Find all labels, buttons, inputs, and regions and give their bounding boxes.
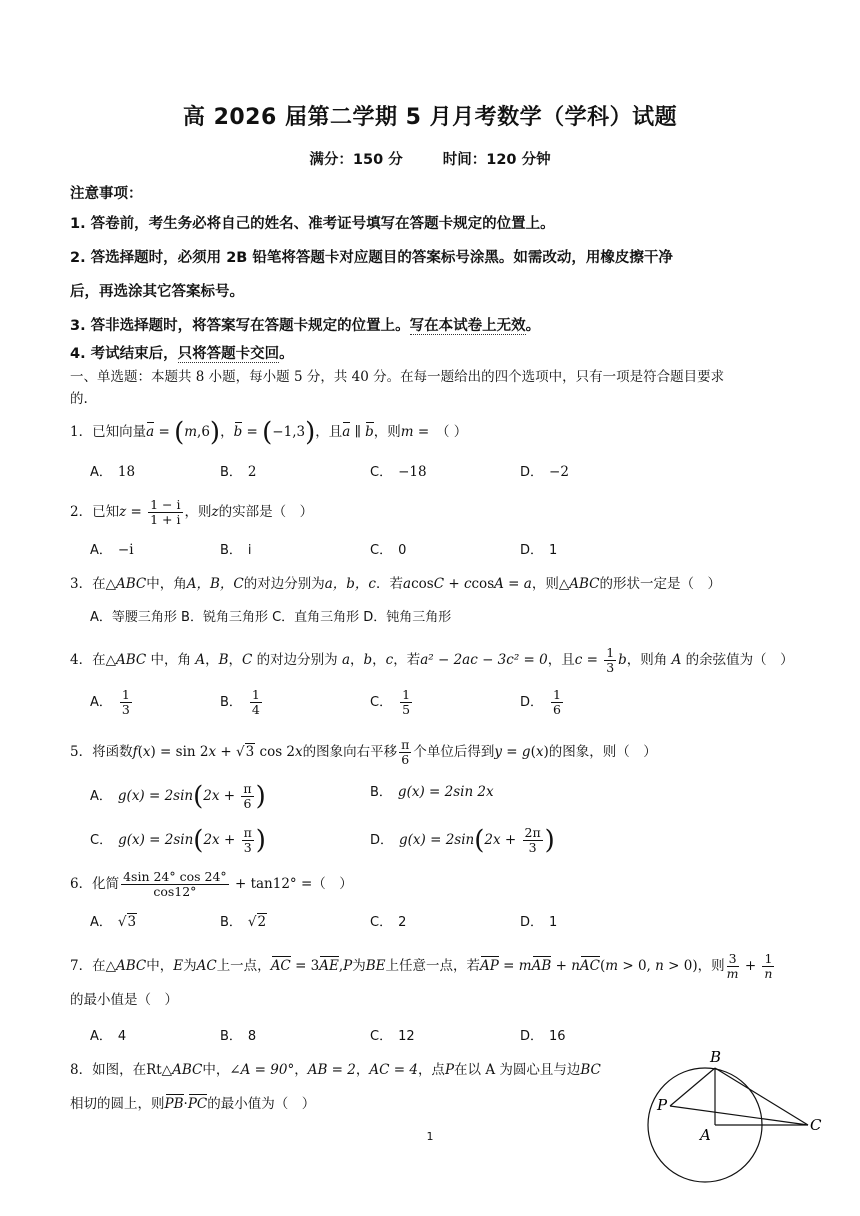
q6-option-b[interactable]: B． √2 xyxy=(220,914,267,930)
notice-item-2: 2. 答选择题时，必须用 2B 铅笔将答题卡对应题目的答案标号涂黑。如需改动，用橡皮擦干净 xyxy=(70,250,673,266)
label-c: C xyxy=(810,1116,822,1134)
q6-option-d[interactable]: D． 1 xyxy=(520,915,558,930)
notice-item-1: 1. 答卷前，考生务必将自己的姓名、准考证号填写在答题卡规定的位置上。 xyxy=(70,216,555,232)
q7-option-a[interactable]: A． 4 xyxy=(90,1029,127,1044)
question-8-stem: 8．如图，在Rt△ABC中，∠A = 90°，AB = 2，AC = 4，点P在以 A 为圆心且与边BC xyxy=(70,1062,601,1078)
question-8-stem-cont: 相切的圆上，则PB·PC的最小值为（ ） xyxy=(70,1096,316,1112)
label-p: P xyxy=(657,1096,668,1114)
q5-option-b[interactable]: B． g(x) = 2sin 2x xyxy=(370,784,494,800)
label-b: B xyxy=(710,1048,722,1066)
emphasis-dotted: 只将答题卡交回 xyxy=(177,346,280,362)
question-3-stem: 3．在△ABC中，角A，B，C的对边分别为a，b，c．若acosC + ccosA = a，则△ABC的形状一定是（ ） xyxy=(70,576,721,592)
q6-option-c[interactable]: C． 2 xyxy=(370,915,407,930)
q4-option-d[interactable]: D． $\frac{1}{6}$ xyxy=(520,687,561,717)
q2-option-d[interactable]: D． 1 xyxy=(520,543,558,558)
question-1-stem: 1．已知向量a = (m,6)，b = (−1,3)，且a ∥ b，则m = （ ） xyxy=(70,417,468,448)
exam-meta xyxy=(0,148,860,169)
notice-item-4: 4. 考试结束后，只将答题卡交回。 xyxy=(70,346,294,362)
q7-option-c[interactable]: C． 12 xyxy=(370,1029,415,1044)
page-number: 1 xyxy=(426,1130,434,1143)
exam-time: 时间：120 分钟 xyxy=(442,152,551,168)
section-intro: 一、单选题：本题共 8 小题，每小题 5 分，共 40 分。在每一题给出的四个选项中，只有一项是符合题目要求 的. xyxy=(70,369,725,407)
q1-option-a[interactable]: A． 18 xyxy=(90,464,136,480)
q5-option-a[interactable]: A． g(x) = 2sin(2x + $\frac{\pi}{6}$ ) xyxy=(90,781,266,812)
q4-option-b[interactable]: B． $\frac{1}{4}$ xyxy=(220,687,260,717)
q5-option-c[interactable]: C． g(x) = 2sin(2x + $\frac{\pi}{3}$ ) xyxy=(90,825,266,856)
q3-options[interactable]: A．等腰三角形 B．锐角三角形 C．直角三角形 D．钝角三角形 xyxy=(90,610,452,625)
question-7-stem: 7．在△ABC中，E为AC上一点，AC = 3AE,P为BE上任意一点，若AP = mAB + nAC(m > 0, n > 0)，则 $\frac{3}{m}$ + $\frac{1}{n}$ xyxy=(70,951,773,981)
q2-option-c[interactable]: C． 0 xyxy=(370,543,407,558)
q1-option-d[interactable]: D． −2 xyxy=(520,464,569,480)
segment-pc xyxy=(670,1106,808,1125)
notice-item-3: 3. 答非选择题时，将答案写在答题卡规定的位置上。写在本试卷上无效。 xyxy=(70,318,541,334)
full-marks: 满分：150 分 xyxy=(309,152,403,168)
q1-option-c[interactable]: C． −18 xyxy=(370,464,427,480)
exam-title: 高 2026 届第二学期 5 月月考数学（学科）试题 xyxy=(182,105,678,130)
question-4-stem: 4．在△ABC 中，角 A，B，C 的对边分别为 a，b，c，若a² − 2ac − 3c² = 0，且c = $\frac{1}{3}$ b，则角 A 的余弦值为（ ） xyxy=(70,645,794,675)
q4-option-c[interactable]: C． $\frac{1}{5}$ xyxy=(370,687,411,717)
notice-item-2-cont: 后，再选涂其它答案标号。 xyxy=(70,284,244,300)
question-2-stem: 2．已知z = $\frac{1 - i}{1 + i}$ ，则z的实部是（ ） xyxy=(70,497,314,527)
q6-option-a[interactable]: A． √3 xyxy=(90,914,137,930)
q5-option-d[interactable]: D． g(x) = 2sin(2x + $\frac{2\pi}{3}$ ) xyxy=(370,825,555,856)
label-a: A xyxy=(700,1126,711,1144)
question-7-stem-cont: 的最小值是（ ） xyxy=(70,992,178,1008)
q7-option-b[interactable]: B． 8 xyxy=(220,1029,257,1044)
q8-geometry-figure xyxy=(640,1040,830,1210)
q2-option-b[interactable]: B． i xyxy=(220,543,252,558)
q2-option-a[interactable]: A． −i xyxy=(90,542,134,558)
question-5-stem: 5．将函数f(x) = sin 2x + √3 cos 2x的图象向右平移 $\frac{\pi}{6}$ 个单位后得到y = g(x)的图象，则（ ） xyxy=(70,737,657,767)
notice-heading: 注意事项： xyxy=(70,186,143,202)
segment-pb xyxy=(670,1068,715,1106)
emphasis-dotted: 写在本试卷上无效 xyxy=(409,318,526,334)
q7-option-d[interactable]: D． 16 xyxy=(520,1029,566,1044)
q1-option-b[interactable]: B． 2 xyxy=(220,464,257,480)
q4-option-a[interactable]: A． $\frac{1}{3}$ xyxy=(90,687,130,717)
question-6-stem: 6．化简 $\frac{4\sin 24^\circ \cos 24^\circ}{\cos 12^\circ}$ + tan12° =（ ） xyxy=(70,869,353,899)
